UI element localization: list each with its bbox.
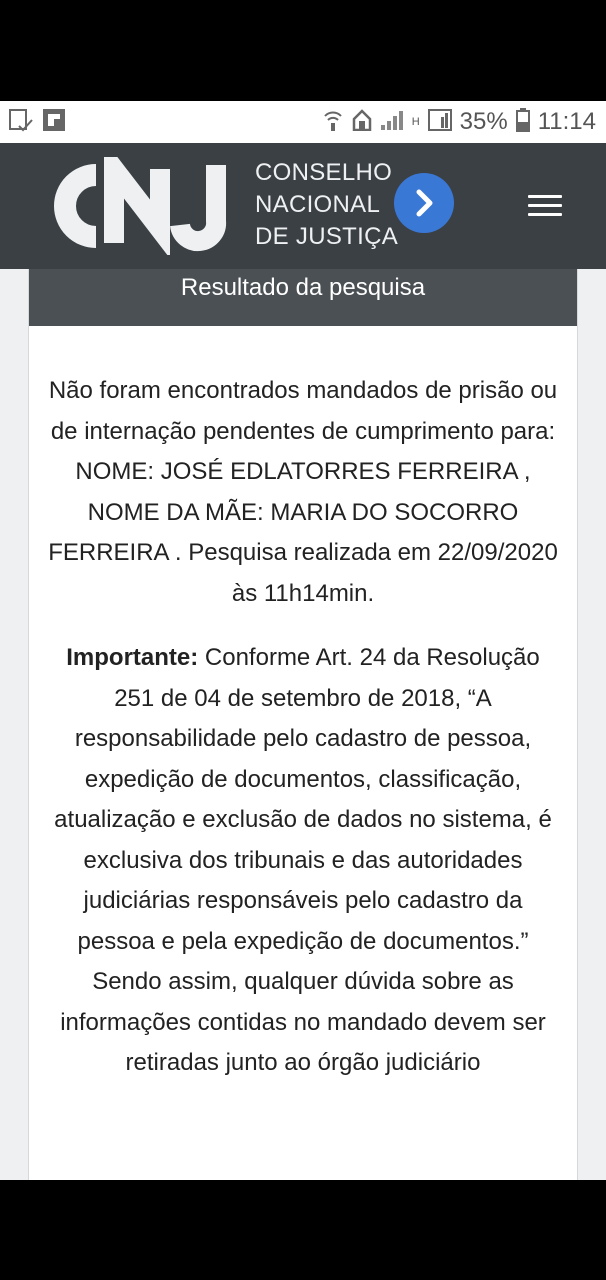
important-text: Conforme Art. 24 da Resolução 251 de 04 de setembro de 2018, “A responsabilidade pelo cadastro de pessoa, expedição de documentos, classificação, atualização e exclusão de dados no sistema, é exclusiva dos tribunais e das autoridades judiciárias responsáveis pelo cadastro da pessoa e pela expedição de documentos.” Sendo assim, qualquer dúvida sobre as informações contidas no mandado devem ser retiradas junto ao órgão judiciário [54, 644, 552, 1076]
hamburger-menu-bar [528, 204, 562, 207]
app-header [0, 143, 606, 269]
status-bar [0, 101, 606, 143]
network-type: H [411, 115, 420, 128]
cnj-logo[interactable] [34, 157, 240, 255]
result-card [28, 269, 578, 1180]
result-card-body [29, 326, 577, 1084]
battery-percent: 35% [459, 108, 508, 135]
home-icon [352, 109, 372, 136]
notification-icon [8, 107, 34, 138]
signal-icon [428, 109, 452, 136]
council-name-line-2: NACIONAL [255, 191, 381, 218]
flipboard-icon [42, 108, 66, 137]
chevron-right-icon [394, 173, 454, 233]
hamburger-menu-bar [528, 213, 562, 216]
next-button[interactable] [394, 173, 454, 233]
council-name-line-3: DE JUSTIÇA [255, 223, 399, 250]
top-black-bar [0, 0, 606, 101]
hamburger-menu-button[interactable] [528, 195, 562, 217]
result-message: Não foram encontrados mandados de prisão ou de internação pendentes de cumprimento para: NOME: JOSÉ EDLATORRES FERREIRA , NOME DA MÃE: MARIA DO SOCORRO FERREIRA . Pesquisa realizada em 22/09/2020 às 11h14min. [48, 377, 558, 607]
important-notice [47, 638, 559, 1084]
result-card-title: Resultado da pesquisa [29, 269, 577, 326]
council-name-line-1: CONSELHO [255, 159, 393, 186]
council-name [255, 157, 405, 253]
wifi-icon [322, 108, 344, 137]
important-label: Importante: [66, 644, 199, 671]
battery-icon [516, 108, 530, 137]
hamburger-menu-icon [528, 195, 562, 198]
signal-icon [380, 109, 404, 136]
bottom-black-bar [0, 1180, 606, 1280]
clock: 11:14 [537, 108, 596, 135]
